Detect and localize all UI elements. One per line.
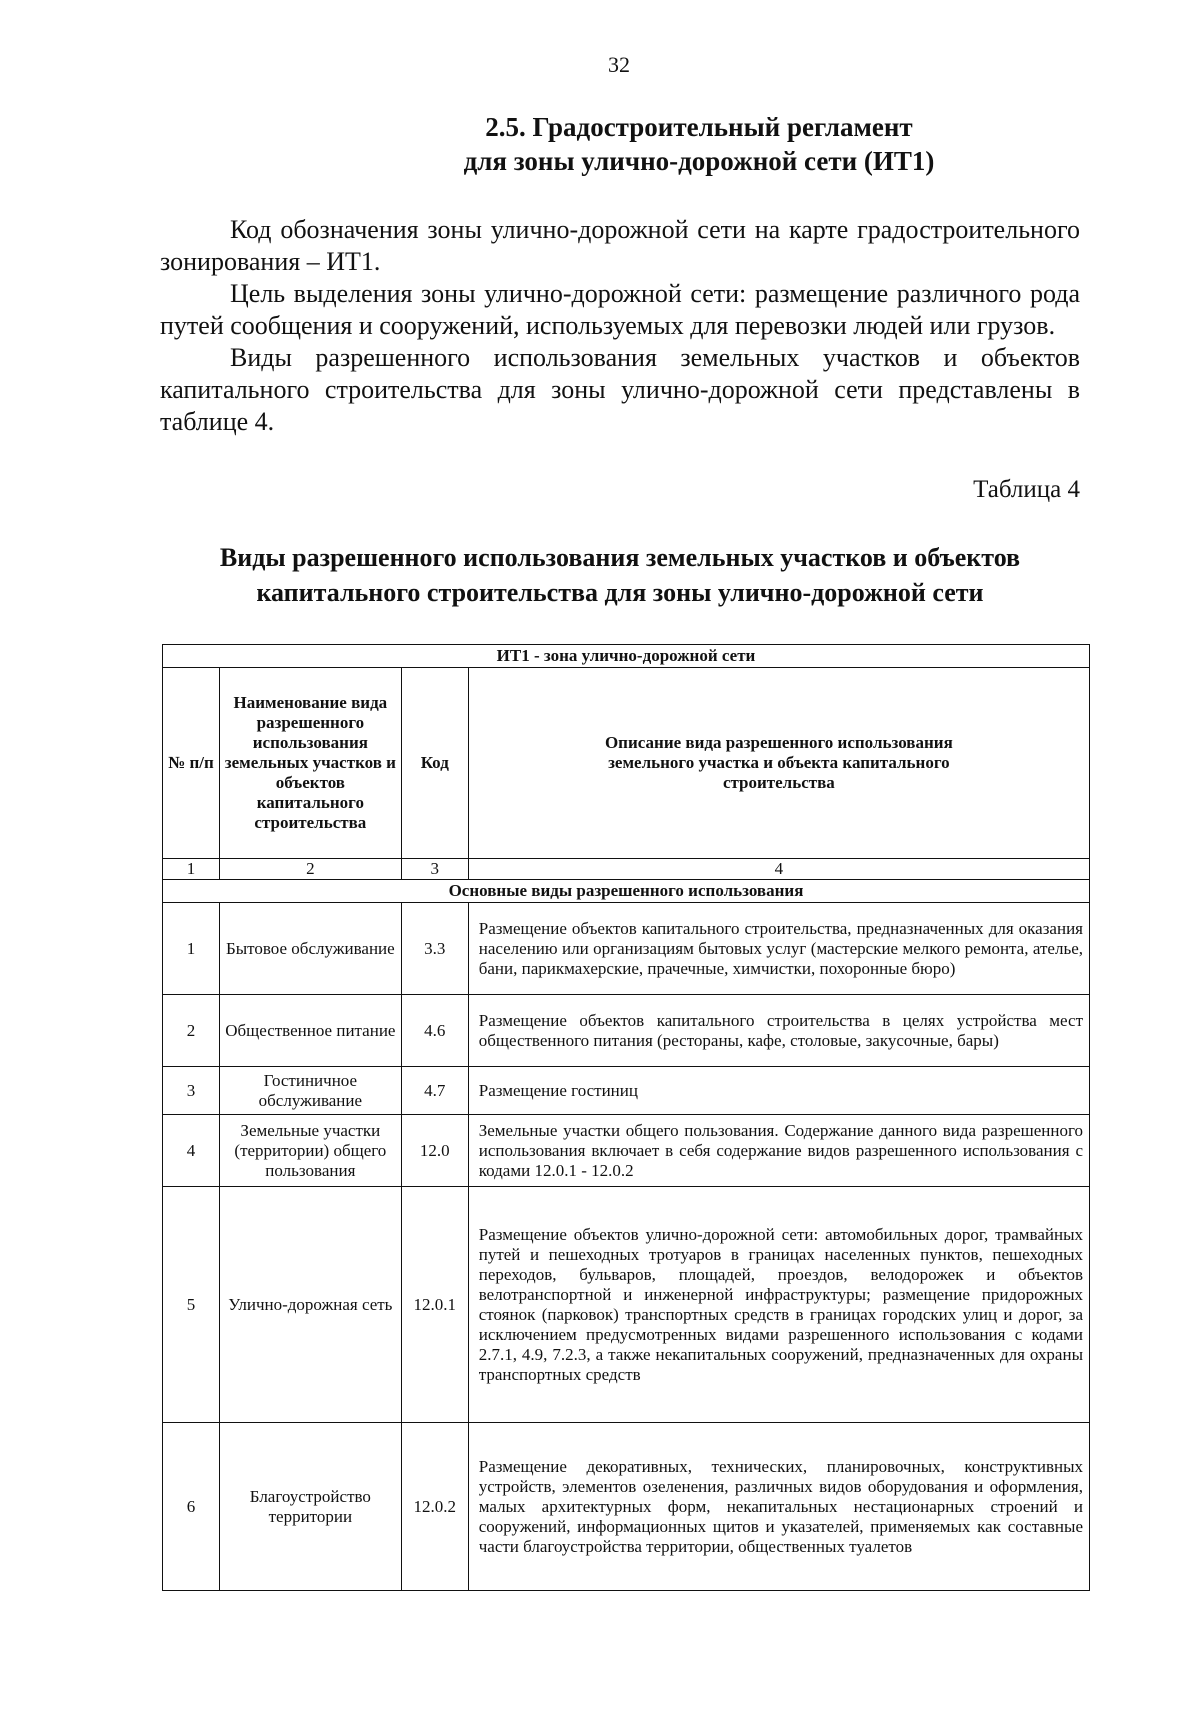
row-number: 4 xyxy=(163,1115,220,1187)
row-name: Благоустройство территории xyxy=(219,1423,401,1591)
header-name: Наименование вида разрешенного использования земельных участков и объектов капитального строительства xyxy=(219,668,401,859)
row-name: Общественное питание xyxy=(219,995,401,1067)
group-header: Основные виды разрешенного использования xyxy=(163,880,1090,903)
row-number: 3 xyxy=(163,1067,220,1115)
table-title-line-2: капитального строительства для зоны улично-дорожной сети xyxy=(256,578,984,607)
column-number: 2 xyxy=(219,859,401,880)
body-text xyxy=(160,214,1080,438)
row-code: 12.0.2 xyxy=(401,1423,468,1591)
paragraph-zone-purpose: Цель выделения зоны улично-дорожной сети: размещение различного рода путей сообщения и сооружений, используемых для перевозки людей или грузов. xyxy=(160,279,1080,340)
column-number-row xyxy=(163,859,1090,880)
paragraph-table-reference: Виды разрешенного использования земельных участков и объектов капитального строительства для зоны улично-дорожной сети представлены в таблице 4. xyxy=(160,343,1080,436)
table-row xyxy=(163,1423,1090,1591)
row-code: 12.0.1 xyxy=(401,1187,468,1423)
column-number: 4 xyxy=(468,859,1089,880)
row-number: 2 xyxy=(163,995,220,1067)
table-title xyxy=(160,540,1080,610)
section-title-line-1: 2.5. Градостроительный регламент xyxy=(485,112,913,142)
page-number: 32 xyxy=(608,52,630,77)
group-header-row xyxy=(163,880,1090,903)
table-row xyxy=(163,1067,1090,1115)
row-name: Улично-дорожная сеть xyxy=(219,1187,401,1423)
row-name: Земельные участки (территории) общего пользования xyxy=(219,1115,401,1187)
row-code: 3.3 xyxy=(401,903,468,995)
row-description: Размещение объектов капитального строительства в целях устройства мест общественного питания (рестораны, кафе, столовые, закусочные, бары) xyxy=(468,995,1089,1067)
paragraph-zone-code: Код обозначения зоны улично-дорожной сети на карте градостроительного зонирования – ИТ1. xyxy=(160,215,1080,276)
column-number: 1 xyxy=(163,859,220,880)
header-num: № п/п xyxy=(163,668,220,859)
table-row xyxy=(163,995,1090,1067)
row-name: Бытовое обслуживание xyxy=(219,903,401,995)
column-header-row xyxy=(163,668,1090,859)
table-row xyxy=(163,1115,1090,1187)
permitted-use-table xyxy=(162,644,1090,1591)
section-title xyxy=(160,110,1200,178)
header-description: Описание вида разрешенного использования земельного участка и объекта капитального строительства xyxy=(468,668,1089,859)
row-description: Размещение объектов улично-дорожной сети: автомобильных дорог, трамвайных путей и пешеходных тротуаров в границах населенных пунктов, пешеходных переходов, бульваров, площадей, проездов, велодорожек и объектов велотранспортной и инженерной инфраструктуры; размещение придорожных стоянок (парковок) транспортных средств в границах городских улиц и дорог, за исключением предусмотренных видами разрешенного использования с кодами 2.7.1, 4.9, 7.2.3, а также некапитальных сооружений, предназначенных для охраны транспортных средств xyxy=(468,1187,1089,1423)
section-title-line-2: для зоны улично-дорожной сети (ИТ1) xyxy=(463,146,935,176)
row-number: 5 xyxy=(163,1187,220,1423)
row-description: Размещение объектов капитального строительства, предназначенных для оказания населению или организациям бытовых услуг (мастерские мелкого ремонта, ателье, бани, парикмахерские, прачечные, химчистки, похоронные бюро) xyxy=(468,903,1089,995)
row-code: 4.7 xyxy=(401,1067,468,1115)
row-code: 4.6 xyxy=(401,995,468,1067)
row-description: Размещение гостиниц xyxy=(468,1067,1089,1115)
row-number: 1 xyxy=(163,903,220,995)
row-description: Размещение декоративных, технических, планировочных, конструктивных устройств, элементов озеленения, различных видов оборудования и оформления, малых архитектурных форм, некапитальных нестационарных строений и сооружений, информационных щитов и указателей, применяемых как составные части благоустройства территории, общественных туалетов xyxy=(468,1423,1089,1591)
table-row xyxy=(163,903,1090,995)
zone-header: ИТ1 - зона улично-дорожной сети xyxy=(163,645,1090,668)
row-name: Гостиничное обслуживание xyxy=(219,1067,401,1115)
row-code: 12.0 xyxy=(401,1115,468,1187)
column-number: 3 xyxy=(401,859,468,880)
table-row xyxy=(163,1187,1090,1423)
row-number: 6 xyxy=(163,1423,220,1591)
row-description: Земельные участки общего пользования. Содержание данного вида разрешенного использования включает в себя содержание видов разрешенного использования с кодами 12.0.1 - 12.0.2 xyxy=(468,1115,1089,1187)
table-title-line-1: Виды разрешенного использования земельных участков и объектов xyxy=(219,543,1021,572)
header-code: Код xyxy=(401,668,468,859)
zone-header-row xyxy=(163,645,1090,668)
table-caption: Таблица 4 xyxy=(973,476,1080,503)
